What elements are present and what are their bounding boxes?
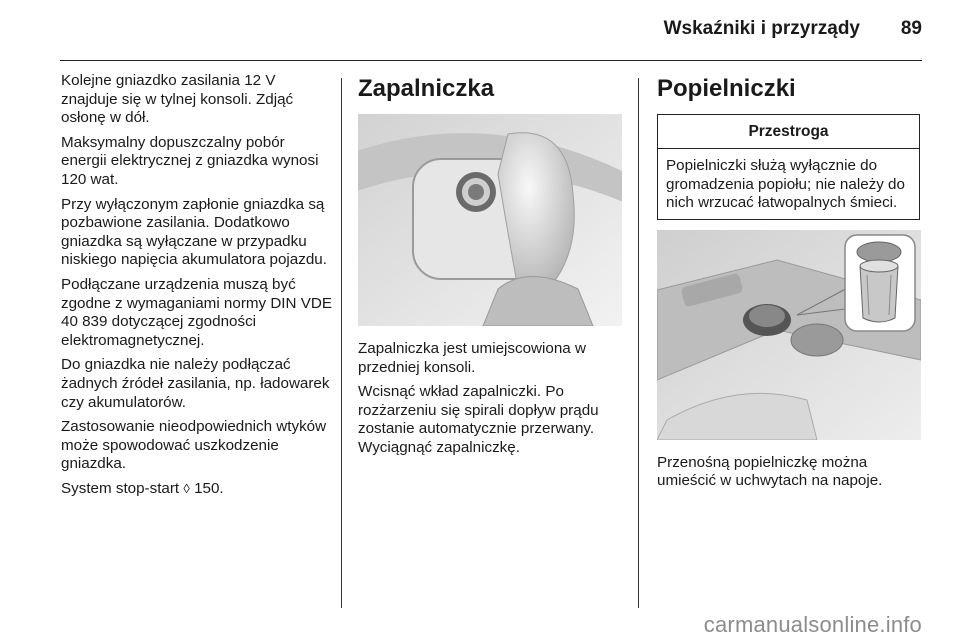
cross-reference (61, 480, 333, 499)
cross-reference-page: 150. (194, 479, 224, 497)
cross-reference-text: System stop-start (61, 479, 180, 497)
portable-ashtray-photo (657, 230, 921, 440)
page-number: 89 (900, 18, 922, 39)
paragraph: Przenośną popielniczkę można umieścić w uchwytach na napoje. (657, 453, 883, 490)
paragraph: Kolejne gniazdko zasilania 12 V znajduje się w tylnej konsoli. Zdjąć osłonę w dół. (61, 72, 294, 127)
column-3 (657, 72, 921, 497)
column-divider-1 (341, 78, 342, 608)
cigarette-lighter-illustration (358, 114, 622, 326)
caution-text: Popielniczki służą wyłącznie do gromadzenia popiołu; nie należy do nich wrzucać łatwopalnych śmieci. (666, 157, 905, 212)
page-ref-arrow-icon: ◊ (183, 480, 190, 496)
section-heading-ashtrays: Popielniczki (657, 75, 796, 102)
paragraph: Przy wyłączonym zapłonie gniazdka są pozbawione zasilania. Dodatkowo gniazdka są wyłączane w przypadku niskiego napięcia akumulatora pojazdu. (61, 195, 327, 269)
header-rule (60, 60, 922, 61)
portable-ashtray-illustration (657, 230, 921, 440)
paragraph: Zapalniczka jest umiejscowiona w przedniej konsoli. (358, 340, 586, 376)
column-divider-2 (638, 78, 639, 608)
column-2 (358, 72, 622, 464)
paragraph: Maksymalny dopuszczalny pobór energii elektrycznej z gniazdka wynosi 120 wat. (61, 133, 319, 188)
paragraph: Do gniazdka nie należy podłączać żadnych źródeł zasilania, np. ładowarek czy akumulatorów. (61, 356, 330, 411)
cigarette-lighter-photo (358, 114, 622, 326)
caution-title: Przestroga (658, 115, 919, 149)
column-1 (61, 72, 333, 504)
paragraph: Wcisnąć wkład zapalniczki. Po rozżarzeniu się spirali dopływ prądu zostanie automatycznie przerwany. Wyciągnąć zapalniczkę. (358, 383, 599, 456)
page-header-title: Wskaźniki i przyrządy (663, 18, 860, 39)
paragraph: Zastosowanie nieodpowiednich wtyków może spowodować uszkodzenie gniazdka. (61, 418, 327, 473)
watermark: carmanualsonline.info (703, 612, 922, 637)
paragraph: Podłączane urządzenia muszą być zgodne z wymaganiami normy DIN VDE 40 839 dotyczącej zgodności elektromagnetycznej. (61, 275, 332, 349)
caution-box (657, 114, 920, 220)
section-heading-lighter: Zapalniczka (358, 75, 495, 102)
